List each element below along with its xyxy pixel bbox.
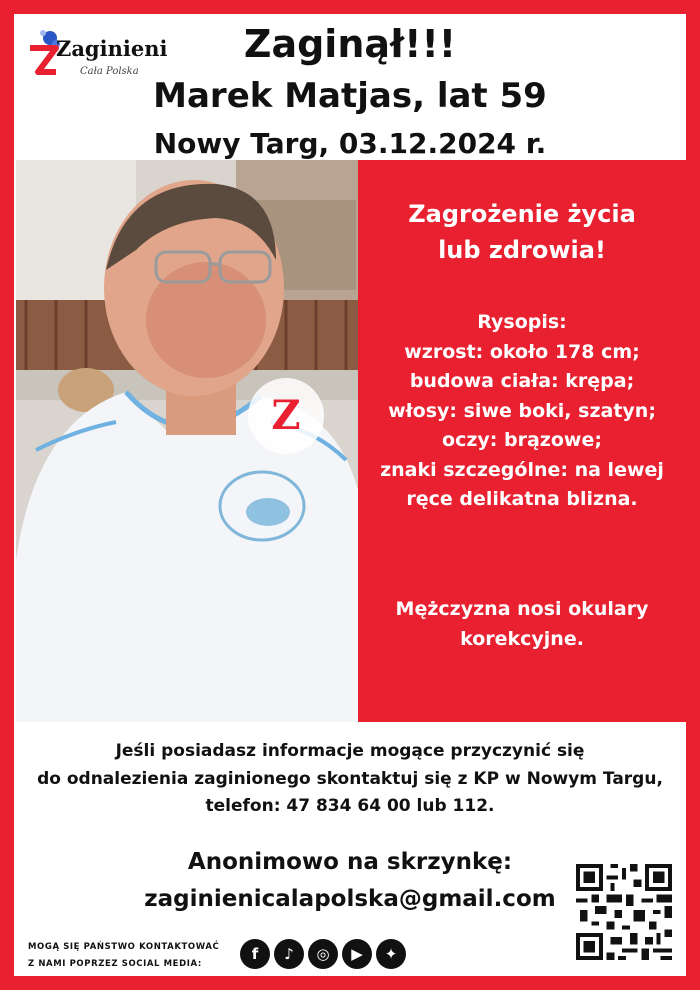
poster — [14, 14, 686, 976]
missing-person-photo — [16, 160, 358, 722]
description-line: oczy: brązowe; — [442, 429, 602, 451]
facebook-icon[interactable]: f — [240, 939, 270, 969]
qr-code-icon[interactable] — [576, 864, 672, 960]
place-date: Nowy Targ, 03.12.2024 r. — [153, 127, 547, 160]
youtube-icon[interactable]: ▶ — [342, 939, 372, 969]
photo-watermark: Z — [248, 378, 324, 454]
description-heading: Rysopis: — [477, 311, 567, 333]
logo-subtitle: Cała Polska — [80, 66, 139, 77]
info-panel — [358, 160, 686, 722]
instagram-icon[interactable]: ◎ — [308, 939, 338, 969]
person-name: Marek Matjas, lat 59 — [153, 76, 547, 116]
headline: Zaginął!!! — [243, 22, 457, 66]
logo-name: Zaginieni — [56, 36, 168, 61]
contact-info: Jeśli posiadasz informacje mogące przyczynić się do odnalezienia zaginionego skontaktuj się z KP w Nowym Targu, telefon: 47 834 64 00 lub 112. — [37, 741, 663, 816]
tiktok-icon[interactable]: ♪ — [274, 939, 304, 969]
description-line: wzrost: około 178 cm; — [404, 340, 640, 363]
description — [358, 308, 686, 515]
description-line: znaki szczególne: na lewej — [380, 458, 664, 481]
social-media-note: MOGĄ SIĘ PAŃSTWO KONTAKTOWAĆ Z NAMI POPRZEZ SOCIAL MEDIA: — [28, 942, 220, 969]
anonymous-label: Anonimowo na skrzynkę: — [187, 849, 513, 875]
warning-text: Zagrożenie życia lub zdrowia! — [408, 200, 636, 264]
twitter-icon[interactable]: ✦ — [376, 939, 406, 969]
contact-email[interactable]: zaginienicalapolska@gmail.com — [144, 886, 556, 912]
glasses-note: Mężczyzna nosi okulary korekcyjne. — [395, 598, 649, 650]
description-line: włosy: siwe boki, szatyn; — [388, 399, 656, 422]
description-line: ręce delikatna blizna. — [406, 488, 638, 510]
description-line: budowa ciała: krępa; — [409, 370, 635, 392]
